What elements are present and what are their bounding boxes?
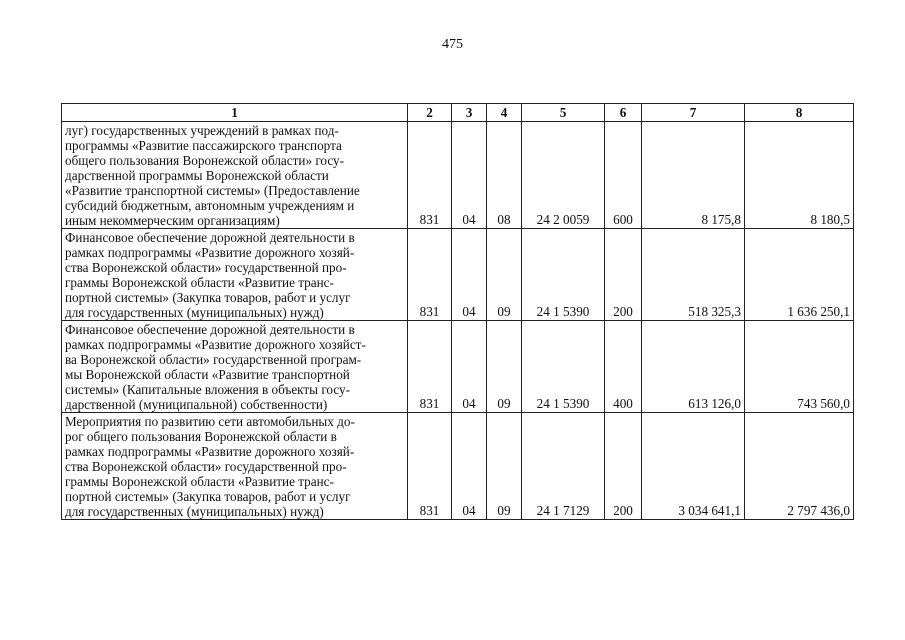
description-line: Финансовое обеспечение дорожной деятельности в [65,230,355,245]
column-header-8: 8 [745,104,854,122]
description-line: дарственной программы Воронежской области [65,168,329,183]
budget-table [61,103,854,520]
table-row [62,321,854,413]
cell-target-article: 24 2 0059 [522,122,605,229]
cell-target-article: 24 1 5390 [522,229,605,321]
description-line: ства Воронежской области» государственной про- [65,260,347,275]
description-line: для государственных (муниципальных) нужд) [65,305,324,320]
description-line: рог общего пользования Воронежской области в [65,429,337,444]
cell-amount-2: 2 797 436,0 [745,413,854,520]
cell-amount-2: 1 636 250,1 [745,229,854,321]
cell-amount-2: 8 180,5 [745,122,854,229]
cell-amount-1: 8 175,8 [642,122,745,229]
description-line: рамках подпрограммы «Развитие дорожного хозяй- [65,245,355,260]
description-line: дарственной (муниципальной) собственности) [65,397,328,412]
column-header-3: 3 [452,104,487,122]
cell-section: 04 [452,122,487,229]
cell-ministry-code: 831 [408,413,452,520]
row-description [62,122,408,229]
cell-amount-1: 3 034 641,1 [642,413,745,520]
cell-ministry-code: 831 [408,321,452,413]
cell-section: 04 [452,229,487,321]
description-line: иным некоммерческим организациям) [65,213,280,228]
column-header-1: 1 [62,104,408,122]
cell-amount-2: 743 560,0 [745,321,854,413]
column-header-5: 5 [522,104,605,122]
row-description [62,413,408,520]
description-line: граммы Воронежской области «Развитие транс- [65,275,334,290]
column-header-7: 7 [642,104,745,122]
cell-expense-type: 600 [605,122,642,229]
cell-section: 04 [452,321,487,413]
column-header-2: 2 [408,104,452,122]
cell-expense-type: 200 [605,229,642,321]
description-line: «Развитие транспортной системы» (Предоставление [65,183,360,198]
description-line: для государственных (муниципальных) нужд) [65,504,324,519]
description-line: Финансовое обеспечение дорожной деятельности в [65,322,355,337]
column-header-4: 4 [487,104,522,122]
table-row [62,229,854,321]
description-line: Мероприятия по развитию сети автомобильных до- [65,414,355,429]
cell-subsection: 09 [487,229,522,321]
description-line: ва Воронежской области» государственной програм- [65,352,362,367]
description-line: портной системы» (Закупка товаров, работ и услуг [65,290,351,305]
cell-expense-type: 200 [605,413,642,520]
table-row [62,122,854,229]
cell-ministry-code: 831 [408,229,452,321]
cell-ministry-code: 831 [408,122,452,229]
cell-amount-1: 613 126,0 [642,321,745,413]
description-line: субсидий бюджетным, автономным учреждениям и [65,198,355,213]
cell-subsection: 08 [487,122,522,229]
cell-target-article: 24 1 5390 [522,321,605,413]
description-line: рамках подпрограммы «Развитие дорожного хозяйст- [65,337,366,352]
description-line: портной системы» (Закупка товаров, работ и услуг [65,489,351,504]
description-line: граммы Воронежской области «Развитие транс- [65,474,334,489]
description-line: ства Воронежской области» государственной про- [65,459,347,474]
description-line: общего пользования Воронежской области» госу- [65,153,345,168]
table-row [62,413,854,520]
cell-subsection: 09 [487,321,522,413]
column-header-6: 6 [605,104,642,122]
cell-target-article: 24 1 7129 [522,413,605,520]
description-line: системы» (Капитальные вложения в объекты госу- [65,382,350,397]
description-line: программы «Развитие пассажирского транспорта [65,138,342,153]
row-description [62,321,408,413]
description-line: мы Воронежской области «Развитие транспортной [65,367,350,382]
description-line: луг) государственных учреждений в рамках под- [65,123,339,138]
cell-subsection: 09 [487,413,522,520]
cell-expense-type: 400 [605,321,642,413]
cell-amount-1: 518 325,3 [642,229,745,321]
table-header-row [62,104,854,122]
cell-section: 04 [452,413,487,520]
row-description [62,229,408,321]
page-number: 475 [442,37,463,52]
description-line: рамках подпрограммы «Развитие дорожного хозяй- [65,444,355,459]
